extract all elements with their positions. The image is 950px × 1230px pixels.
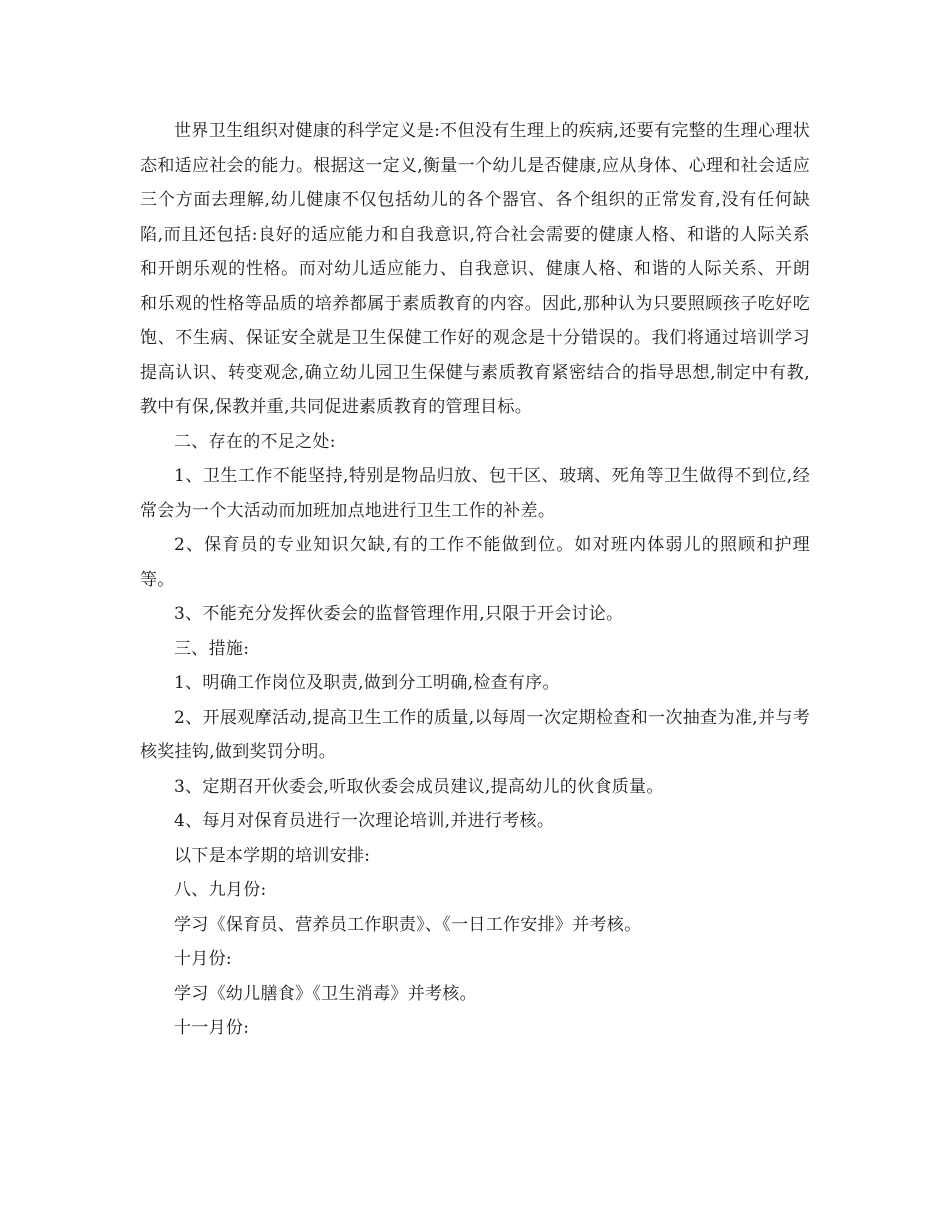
heading-shortcomings: 二、存在的不足之处: <box>174 431 336 452</box>
list-item-measure-3: 3、定期召开伙委会,听取伙委会成员建议,提高幼儿的伙食质量。 <box>174 776 664 797</box>
document-body <box>140 114 810 1046</box>
list-item-measure-1: 1、明确工作岗位及职责,做到分工明确,检查有序。 <box>174 673 560 693</box>
list-item-shortcoming-2: 2、保育员的专业知识欠缺,有的工作不能做到位。如对班内体弱儿的照顾和护理等。 <box>140 535 810 590</box>
list-item-shortcoming-3: 3、不能充分发挥伙委会的监督管理作用,只限于开会讨论。 <box>174 604 624 624</box>
schedule-content-oct: 学习《幼儿膳食》《卫生消毒》并考核。 <box>174 983 477 1004</box>
paragraph-intro: 世界卫生组织对健康的科学定义是:不但没有生理上的疾病,还要有完整的生理心理状态和适应社会的能力。根据这一定义,衡量一个幼儿是否健康,应从身体、心理和社会适应三个方面去理解,幼儿健康不仅包括幼儿的各个器官、各个组织的正常发育,没有任何缺陷,而且还包括:良好的适应能力和自我意识,符合社会需要的健康人格、和谐的人际关系和开朗乐观的性格。而对幼儿适应能力、自我意识、健康人格、和谐的人际关系、开朗和乐观的性格等品质的培养都属于素质教育的内容。因此,那种认为只要照顾孩子吃好吃饱、不生病、保证安全就是卫生保健工作好的观念是十分错误的。我们将通过培训学习提高认识、转变观念,确立幼儿园卫生保健与素质教育紧密结合的指导思想,制定中有教,教中有保,保教并重,共同促进素质教育的管理目标。 <box>140 121 810 417</box>
training-schedule-intro: 以下是本学期的培训安排: <box>174 845 371 866</box>
schedule-month-oct: 十月份: <box>174 949 232 969</box>
list-item-measure-2: 2、开展观摩活动,提高卫生工作的质量,以每周一次定期检查和一次抽查为准,并与考核奖挂钩,做到奖罚分明。 <box>140 707 810 762</box>
list-item-measure-4: 4、每月对保育员进行一次理论培训,并进行考核。 <box>174 811 555 831</box>
schedule-month-nov: 十一月份: <box>174 1018 250 1038</box>
heading-measures: 三、措施: <box>174 638 250 659</box>
schedule-month-aug-sep: 八、九月份: <box>174 880 267 900</box>
schedule-content-aug-sep: 学习《保育员、营养员工作职责》、《一日工作安排》并考核。 <box>174 914 642 935</box>
list-item-shortcoming-1: 1、卫生工作不能坚持,特别是物品归放、包干区、玻璃、死角等卫生做得不到位,经常会为一个大活动而加班加点地进行卫生工作的补差。 <box>140 466 810 521</box>
